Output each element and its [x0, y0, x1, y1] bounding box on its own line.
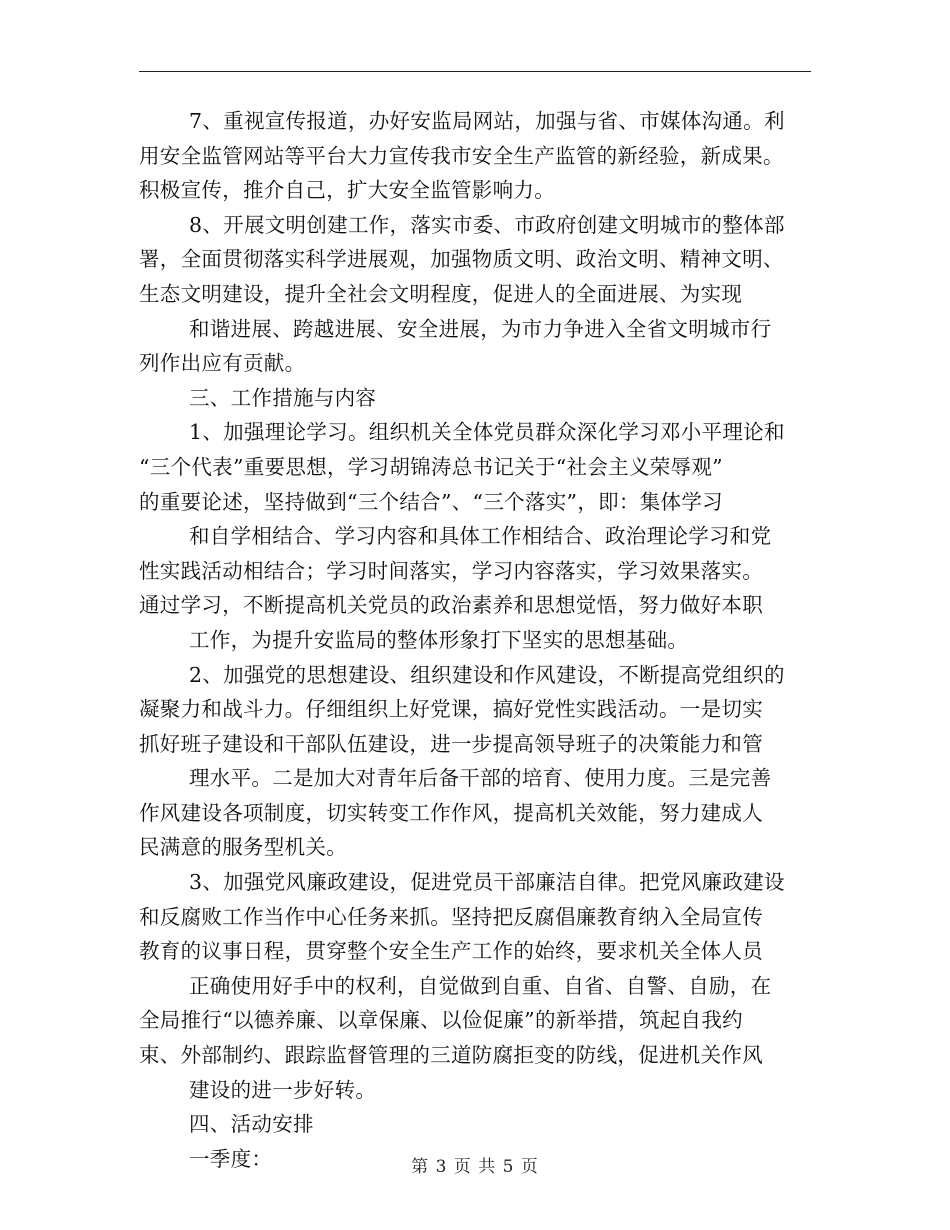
text-line: 民满意的服务型机关。 [139, 835, 347, 860]
text-line: 工作，为提升安监局的整体形象打下坚实的思想基础。 [189, 627, 689, 652]
text-line: 生态文明建设，提升全社会文明程度，促进人的全面进展、为实现 [139, 281, 743, 306]
text-line: 凝聚力和战斗力。仔细组织上好党课，搞好党性实践活动。一是切实 [139, 697, 763, 722]
text-line: 1、加强理论学习。组织机关全体党员群众深化学习邓小平理论和 [189, 420, 785, 445]
text-line: 通过学习，不断提高机关党员的政治素养和思想觉悟，努力做好本职 [139, 593, 763, 618]
text-line: 性实践活动相结合；学习时间落实，学习内容落实，学习效果落实。 [139, 558, 763, 583]
text-line: 8、开展文明创建工作，落实市委、市政府创建文明城市的整体部 [189, 212, 785, 237]
text-line: 教育的议事日程，贯穿整个安全生产工作的始终，要求机关全体人员 [139, 939, 763, 964]
text-line: 用安全监管网站等平台大力宣传我市安全生产监管的新经验，新成果。 [139, 143, 784, 168]
text-line: 7、重视宣传报道，办好安监局网站，加强与省、市媒体沟通。利 [189, 109, 785, 133]
text-line: 一季度： [189, 1146, 273, 1171]
text-line: 和自学相结合、学习内容和具体工作相结合、政治理论学习和党 [189, 524, 772, 549]
text-line: 的重要论述，坚持做到“三个结合”、“三个落实”，即：集体学习 [139, 489, 723, 514]
header-rule [139, 71, 811, 72]
text-line: 3、加强党风廉政建设，促进党员干部廉洁自律。把党风廉政建设 [189, 870, 785, 895]
text-line: 建设的进一步好转。 [189, 1077, 377, 1102]
text-line: 署，全面贯彻落实科学进展观，加强物质文明、政治文明、精神文明、 [139, 247, 784, 272]
text-line: 列作出应有贡献。 [139, 351, 306, 376]
document-body [139, 104, 814, 1176]
text-line: 全局推行“以德养廉、以章保廉、以俭促廉”的新举措，筑起自我约 [139, 1008, 743, 1033]
text-line: 束、外部制约、跟踪监督管理的三道防腐拒变的防线，促进机关作风 [139, 1043, 763, 1068]
text-line: 积极宣传，推介自己，扩大安全监管影响力。 [139, 178, 555, 203]
text-line: 2、加强党的思想建设、组织建设和作风建设，不断提高党组织的 [189, 662, 785, 687]
page-number: 第 3 页 共 5 页 [411, 1157, 539, 1177]
text-line: 抓好班子建设和干部队伍建设，进一步提高领导班子的决策能力和管 [139, 731, 763, 756]
text-line: 和谐进展、跨越进展、安全进展，为市力争进入全省文明城市行 [189, 316, 772, 341]
text-line: 四、活动安排 [189, 1112, 314, 1137]
text-line: 理水平。二是加大对青年后备干部的培育、使用力度。三是完善 [189, 766, 772, 791]
text-line: “三个代表”重要思想，学习胡锦涛总书记关于“社会主义荣辱观” [139, 454, 723, 479]
text-line: 作风建设各项制度，切实转变工作作风，提高机关效能，努力建成人 [139, 800, 763, 825]
text-line: 正确使用好手中的权利，自觉做到自重、自省、自警、自励，在 [189, 973, 772, 998]
text-line: 和反腐败工作当作中心任务来抓。坚持把反腐倡廉教育纳入全局宣传 [139, 904, 763, 929]
text-line: 三、工作措施与内容 [189, 385, 377, 410]
